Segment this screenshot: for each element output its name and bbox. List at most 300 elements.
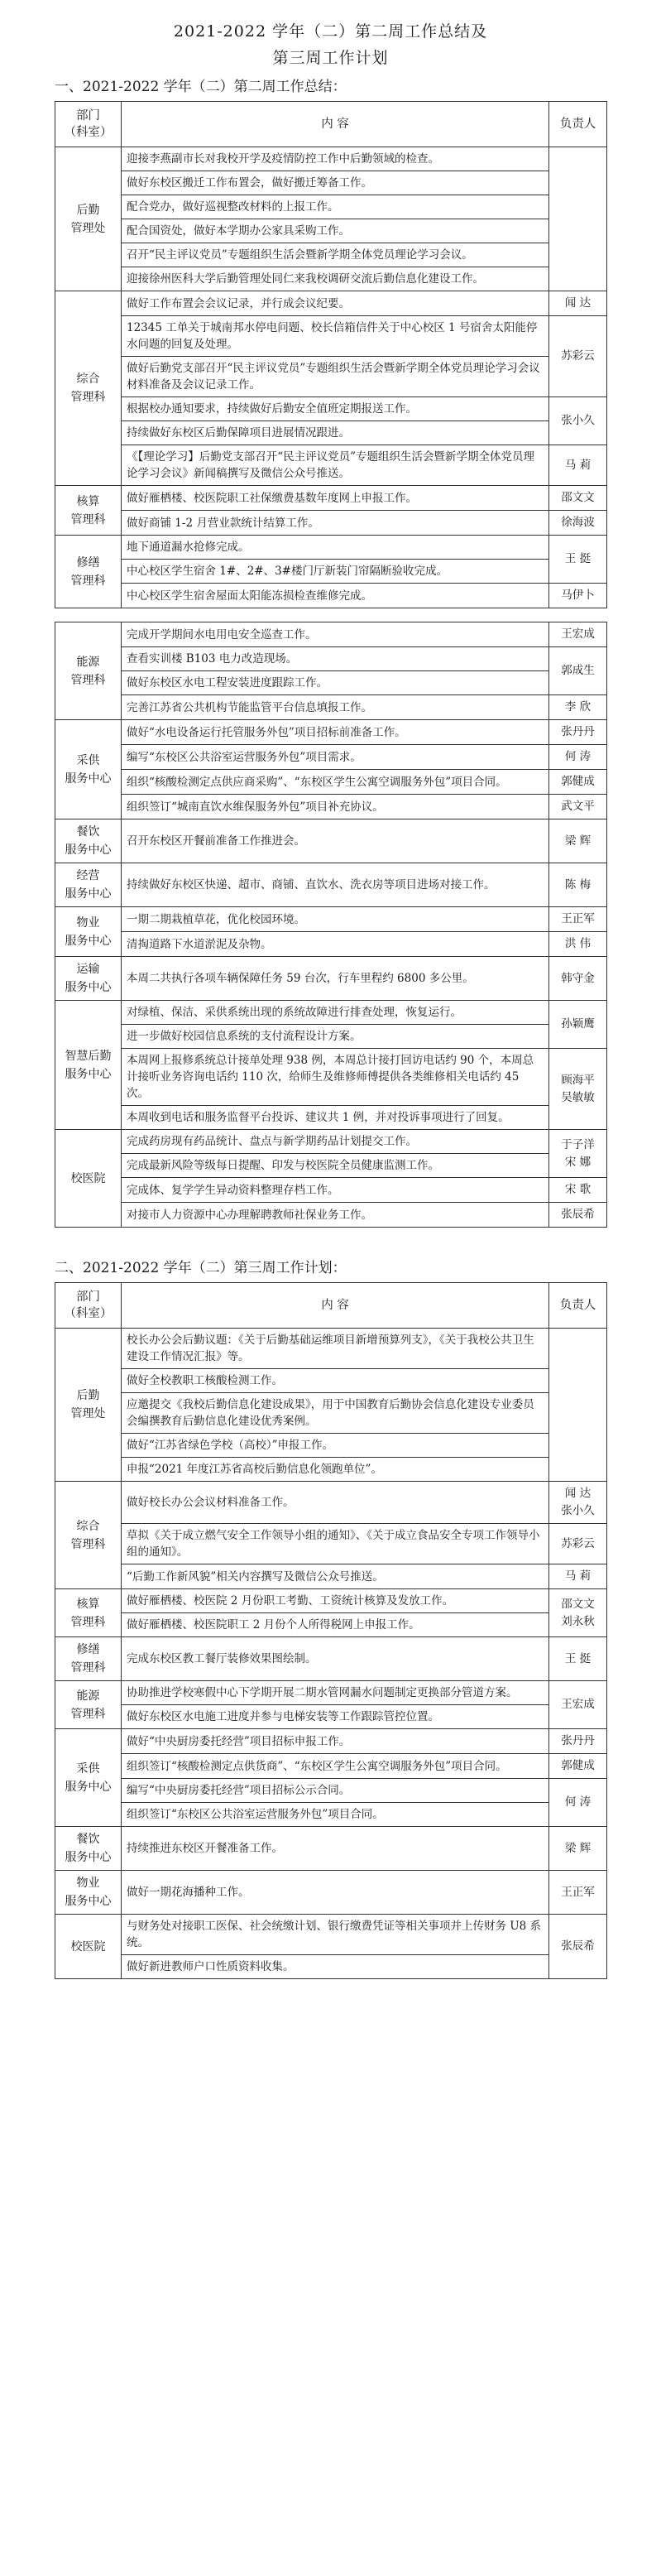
work-item-text: 组织签订“城南直饮水维保服务外包”项目补充协议。 <box>127 800 384 814</box>
dept-cell <box>55 1871 122 1915</box>
dept-cell <box>55 720 122 819</box>
work-item-text: 配合国资处，做好本学期办公家具采购工作。 <box>127 224 350 238</box>
table-row <box>55 770 607 795</box>
table-row <box>55 584 607 608</box>
content-cell <box>122 770 549 795</box>
dept-cell <box>55 1329 122 1482</box>
title-line-1: 2021-2022 学年（二）第二周工作总结及 <box>173 22 488 41</box>
content-cell <box>122 243 549 267</box>
owner-name: 梁 辉 <box>564 834 592 848</box>
table-row <box>55 1827 607 1871</box>
work-item-text: 配合党办，做好巡视整改材料的上报工作。 <box>127 200 339 214</box>
owner-cell <box>549 1589 607 1637</box>
table-row <box>55 1779 607 1803</box>
content-cell <box>122 511 549 536</box>
work-item-text: 做好雁栖楼、校医院职工社保缴费基数年度网上申报工作。 <box>127 491 417 505</box>
owner-cell <box>549 932 607 957</box>
content-cell <box>122 1130 549 1154</box>
owner-cell <box>549 397 607 445</box>
owner-name: 于子洋 宋 娜 <box>561 1137 595 1169</box>
content-cell <box>122 1434 549 1458</box>
table-row <box>55 1178 607 1203</box>
header-content <box>122 1283 549 1329</box>
owner-cell <box>549 1130 607 1178</box>
content-cell <box>122 1564 549 1589</box>
work-item-text: 对接市人力资源中心办理解聘教师社保业务工作。 <box>127 1208 372 1222</box>
table-row <box>55 1025 607 1049</box>
content-cell <box>122 1613 549 1637</box>
owner-cell <box>549 486 607 511</box>
work-item-text: 做好“江苏省绿色学校（高校）”申报工作。 <box>127 1439 334 1452</box>
table-row <box>55 219 607 243</box>
owner-cell <box>549 147 607 291</box>
content-cell <box>122 1729 549 1754</box>
table-row <box>55 267 607 291</box>
work-item-text: 12345 工单关于城南邦水停电问题、校长信箱信件关于中心校区 1 号宿舍太阳能停水问题的回复及处理。 <box>127 321 538 351</box>
work-item-text: 做好雁栖楼、校医院 2 月份职工考勤、工资统计核算及发放工作。 <box>127 1594 454 1608</box>
table-row <box>55 171 607 195</box>
dept-cell <box>55 147 122 291</box>
table-row <box>55 316 607 357</box>
table-row <box>55 932 607 957</box>
content-cell <box>122 421 549 445</box>
table-row <box>55 1458 607 1482</box>
work-item-text: 本周收到电话和服务监督平台投诉、建议共 1 例，并对投诉事项进行了回复。 <box>127 1111 510 1124</box>
content-cell <box>122 1178 549 1203</box>
table-row <box>55 511 607 536</box>
table-row <box>55 486 607 511</box>
work-item-text: 完成最新风险等级每日提醒、印发与校医院全员健康监测工作。 <box>127 1159 439 1172</box>
table-row <box>55 720 607 745</box>
work-item-text: 根据校办通知要求，持续做好后勤安全值班定期报送工作。 <box>127 402 417 416</box>
owner-name: 李 欣 <box>564 700 592 714</box>
owner-cell <box>549 1001 607 1049</box>
work-item-text: 做好“中央厨房委托经营”项目招标申报工作。 <box>127 1734 351 1748</box>
dept-cell <box>55 1915 122 1979</box>
owner-cell <box>549 695 607 720</box>
content-cell <box>122 1049 549 1106</box>
owner-cell <box>549 863 607 907</box>
owner-name: 邵文文 刘永秋 <box>561 1597 595 1628</box>
owner-name: 顾海平 吴敏敏 <box>561 1073 595 1104</box>
content-cell <box>122 1001 549 1025</box>
work-item-text: 《【理论学习】后勤党支部召开“民主评议党员”专题组织生活会暨新学期全体党员理论学习会议》新闻稿撰写及微信公众号推送。 <box>127 450 535 480</box>
owner-cell <box>549 1827 607 1871</box>
content-cell <box>122 1329 549 1369</box>
owner-name: 何 涛 <box>564 750 592 763</box>
work-item-text: 做好新进教师户口性质资料收集。 <box>127 1960 295 1973</box>
table-row <box>55 863 607 907</box>
work-item-text: 应邀提交《我校后勤信息化建设成果》，用于中国教育后勤协会信息化建设专业委员会编撰教育后勤信息化建设优秀案例。 <box>127 1398 534 1428</box>
content-cell <box>122 1393 549 1434</box>
content-cell <box>122 316 549 357</box>
dept-cell <box>55 1001 122 1130</box>
table-gap-row <box>55 608 607 622</box>
table-row <box>55 1589 607 1613</box>
work-item-text: “后勤工作新风貌”相关内容撰写及微信公众号推送。 <box>127 1569 384 1584</box>
work-item-text: 对绿植、保洁、采供系统出现的系统故障进行排查处理，恢复运行。 <box>127 1006 462 1019</box>
table-row <box>55 397 607 421</box>
owner-name: 徐海波 <box>561 516 595 529</box>
header-dept <box>55 102 122 147</box>
header-owner-label: 负责人 <box>559 118 596 131</box>
content-cell <box>122 1871 549 1915</box>
table-row <box>55 1154 607 1178</box>
table-row <box>55 445 607 486</box>
dept-cell <box>55 1130 122 1228</box>
work-item-text: 做好商铺 1-2 月营业款统计结算工作。 <box>127 516 319 530</box>
owner-name: 韩守金 <box>561 971 595 985</box>
header-content-label: 内 容 <box>321 118 349 131</box>
header-owner-label: 负责人 <box>559 1299 596 1312</box>
work-item-text: 一期二期栽植草花，优化校园环境。 <box>127 912 305 926</box>
work-item-text: 完善江苏省公共机构节能监管平台信息填报工作。 <box>127 700 372 714</box>
table-row <box>55 1871 607 1915</box>
content-cell <box>122 1106 549 1130</box>
work-item-text: 组织签订“核酸检测定点供货商”、“东校区学生公寓空调服务外包”项目合同。 <box>127 1759 507 1773</box>
owner-name: 王正军 <box>561 1885 595 1899</box>
dept-cell <box>55 1729 122 1827</box>
table-row <box>55 1955 607 1979</box>
section-1-title: 一、2021-2022 学年（二）第二周工作总结： <box>55 79 347 95</box>
content-cell <box>122 907 549 932</box>
content-cell <box>122 795 549 819</box>
work-item-text: 完成药房现有药品统计、盘点与新学期药品计划提交工作。 <box>127 1135 417 1148</box>
owner-cell <box>549 536 607 584</box>
dept-cell <box>55 622 122 720</box>
header-dept-label: 部门 （科室） <box>64 109 113 139</box>
table-row <box>55 1524 607 1564</box>
dept-label: 后勤 管理处 <box>70 203 106 235</box>
owner-name: 洪 伟 <box>564 937 592 950</box>
owner-cell <box>549 1754 607 1779</box>
owner-cell <box>549 622 607 647</box>
owner-name: 王正军 <box>561 912 595 925</box>
dept-label: 物业 服务中心 <box>65 916 112 948</box>
title-line-2: 第三周工作计划 <box>272 49 389 67</box>
dept-label: 智慧后勤 服务中心 <box>65 1049 112 1081</box>
table-row <box>55 243 607 267</box>
work-item-text: 做好校长办公会议材料准备工作。 <box>127 1496 295 1509</box>
owner-name: 张丹丹 <box>561 1734 595 1747</box>
work-item-text: 完成体、复学学生异动资料整理存档工作。 <box>127 1183 339 1197</box>
work-item-text: 组织签订“东校区公共浴室运营服务外包”项目合同。 <box>127 1808 384 1821</box>
owner-cell <box>549 1203 607 1228</box>
table-header-row <box>55 1283 607 1329</box>
owner-name: 郭健成 <box>561 1759 595 1772</box>
table-row <box>55 1393 607 1434</box>
content-cell <box>122 1524 549 1564</box>
content-cell <box>122 1458 549 1482</box>
table-row <box>55 1637 607 1681</box>
content-cell <box>122 819 549 863</box>
content-cell <box>122 1025 549 1049</box>
owner-cell <box>549 795 607 819</box>
owner-name: 王宏成 <box>561 627 595 641</box>
table-row <box>55 745 607 770</box>
owner-cell <box>549 1524 607 1564</box>
gap-cell <box>55 608 607 622</box>
plan-body <box>55 1329 607 1979</box>
content-cell <box>122 1681 549 1705</box>
content-cell <box>122 957 549 1001</box>
work-item-text: 本周网上报修系统总计接单处理 938 例，本周总计接打回访电话约 90 个，本周总计接听业务咨询电话约 110 次，给师生及维修师傅提供各类维修相关电话约 45 次。 <box>127 1054 534 1100</box>
dept-label: 核算 管理科 <box>70 494 106 526</box>
header-dept-label: 部门 （科室） <box>64 1290 113 1320</box>
content-cell <box>122 1203 549 1228</box>
table-row <box>55 1369 607 1393</box>
summary-table <box>55 101 607 1228</box>
content-cell <box>122 1779 549 1803</box>
content-cell <box>122 536 549 560</box>
dept-label: 采供 服务中心 <box>65 753 112 786</box>
work-item-text: 进一步做好校园信息系统的支付流程设计方案。 <box>127 1030 362 1043</box>
table-row <box>55 622 607 647</box>
dept-cell <box>55 957 122 1001</box>
content-cell <box>122 1955 549 1979</box>
dept-cell <box>55 907 122 957</box>
owner-name: 王宏成 <box>561 1698 595 1711</box>
owner-name: 王 挺 <box>564 1651 592 1665</box>
table-row <box>55 1049 607 1106</box>
content-cell <box>122 1482 549 1524</box>
work-item-text: 完成开学期间水电用电安全巡查工作。 <box>127 627 317 642</box>
plan-table-wrap <box>55 1282 606 1979</box>
owner-name: 郭成生 <box>561 664 595 677</box>
owner-name: 何 涛 <box>564 1795 592 1809</box>
owner-cell <box>549 1564 607 1589</box>
content-cell <box>122 1827 549 1871</box>
dept-label: 运输 服务中心 <box>65 963 112 994</box>
dept-label: 经营 服务中心 <box>65 869 112 901</box>
owner-cell <box>549 584 607 608</box>
owner-name: 闻 达 张小久 <box>561 1487 595 1517</box>
work-item-text: 与财务处对接职工医保、社会统缴计划、银行缴费凭证等相关事项并上传财务 U8 系统。 <box>127 1920 542 1949</box>
work-item-text: 持续做好东校区快递、超市、商铺、直饮水、洗衣房等项目进场对接工作。 <box>127 878 496 892</box>
table-row <box>55 671 607 695</box>
dept-label: 综合 管理科 <box>70 1519 106 1551</box>
dept-cell <box>55 819 122 863</box>
content-cell <box>122 1589 549 1613</box>
content-cell <box>122 486 549 511</box>
table-header-row <box>55 102 607 147</box>
content-cell <box>122 584 549 608</box>
dept-label: 采供 服务中心 <box>65 1761 112 1794</box>
owner-cell <box>549 957 607 1001</box>
work-item-text: 协助推进学校寒假中心下学期开展二期水管网漏水问题制定更换部分管道方案。 <box>127 1686 518 1699</box>
owner-cell <box>549 720 607 745</box>
owner-name: 张辰希 <box>561 1208 595 1221</box>
owner-name: 宋 歌 <box>564 1183 592 1196</box>
owner-cell <box>549 1681 607 1729</box>
work-item-text: 本周二共执行各项车辆保障任务 59 台次，行车里程约 6800 多公里。 <box>127 972 474 985</box>
dept-cell <box>55 1637 122 1681</box>
header-content <box>122 102 549 147</box>
table-row <box>55 957 607 1001</box>
header-owner <box>549 102 607 147</box>
work-item-text: 做好东校区水电施工进度并参与电梯安装等工作跟踪管控位置。 <box>127 1710 439 1723</box>
table-row <box>55 147 607 171</box>
work-item-text: 持续做好东校区后勤保障项目进展情况跟进。 <box>127 426 350 440</box>
content-cell <box>122 1154 549 1178</box>
owner-cell <box>549 316 607 397</box>
content-cell <box>122 671 549 695</box>
content-cell <box>122 745 549 770</box>
work-item-text: 草拟《关于成立燃气安全工作领导小组的通知》、《关于成立食品安全专项工作领导小组的通知》。 <box>127 1529 540 1559</box>
content-cell <box>122 1803 549 1827</box>
work-item-text: 编写“中央厨房委托经营”项目招标公示合同。 <box>127 1784 351 1797</box>
dept-label: 餐饮 服务中心 <box>65 1833 112 1864</box>
owner-cell <box>549 745 607 770</box>
table-row <box>55 357 607 397</box>
owner-name: 王 挺 <box>564 552 592 565</box>
section-2-title: 二、2021-2022 学年（二）第三周工作计划： <box>55 1260 347 1276</box>
owner-cell <box>549 511 607 536</box>
owner-name: 马 莉 <box>564 1569 592 1583</box>
owner-cell <box>549 1779 607 1827</box>
owner-name: 马 莉 <box>564 458 592 472</box>
dept-label: 餐饮 服务中心 <box>65 825 112 857</box>
work-item-text: 编写“东校区公共浴室运营服务外包”项目需求。 <box>127 750 362 764</box>
header-dept <box>55 1283 122 1329</box>
content-cell <box>122 560 549 584</box>
table-row <box>55 1106 607 1130</box>
table-row <box>55 1564 607 1589</box>
dept-cell <box>55 536 122 608</box>
owner-cell <box>549 1871 607 1915</box>
owner-cell <box>549 1637 607 1681</box>
work-item-text: 中心校区学生宿舍 1#、2#、3#楼门厅新装门帘隔断验收完成。 <box>127 565 448 578</box>
owner-name: 张辰希 <box>561 1939 595 1953</box>
dept-cell <box>55 1589 122 1637</box>
work-item-text: 清掏道路下水道淤泥及杂物。 <box>127 937 272 951</box>
content-cell <box>122 397 549 421</box>
work-item-text: 完成东校区教工餐厅装修效果图绘制。 <box>127 1652 317 1665</box>
dept-label: 修缮 管理科 <box>70 555 106 588</box>
owner-cell <box>549 291 607 316</box>
dept-label: 能源 管理科 <box>70 655 106 687</box>
table-row <box>55 647 607 671</box>
dept-label: 能源 管理科 <box>70 1689 106 1721</box>
owner-cell <box>549 1915 607 1979</box>
content-cell <box>122 1915 549 1955</box>
owner-cell <box>549 1178 607 1203</box>
table-row <box>55 536 607 560</box>
content-cell <box>122 863 549 907</box>
table-row <box>55 1754 607 1779</box>
content-cell <box>122 267 549 291</box>
table-row <box>55 560 607 584</box>
content-cell <box>122 1637 549 1681</box>
table-row <box>55 1434 607 1458</box>
table-row <box>55 1130 607 1154</box>
dept-label: 后勤 管理处 <box>70 1389 106 1420</box>
content-cell <box>122 932 549 957</box>
content-cell <box>122 219 549 243</box>
work-item-text: 查看实训楼 B103 电力改造现场。 <box>127 652 298 666</box>
content-cell <box>122 720 549 745</box>
table-row <box>55 1705 607 1729</box>
content-cell <box>122 1705 549 1729</box>
dept-label: 核算 管理科 <box>70 1597 106 1629</box>
owner-name: 苏彩云 <box>561 349 595 363</box>
table-row <box>55 1613 607 1637</box>
work-item-text: 中心校区学生宿舍屋面太阳能冻损检查维修完成。 <box>127 589 372 603</box>
owner-cell <box>549 1329 607 1482</box>
dept-cell <box>55 1827 122 1871</box>
work-item-text: 申报“2021 年度江苏省高校后勤信息化领跑单位”。 <box>127 1463 382 1476</box>
table-row <box>55 1681 607 1705</box>
content-cell <box>122 622 549 647</box>
table-row <box>55 1803 607 1827</box>
header-owner <box>549 1283 607 1329</box>
owner-name: 马伊卜 <box>561 589 595 602</box>
table-row <box>55 819 607 863</box>
content-cell <box>122 147 549 171</box>
owner-name: 张小久 <box>561 414 595 427</box>
content-cell <box>122 695 549 720</box>
dept-label: 校医院 <box>70 1939 106 1954</box>
work-item-text: 组织“核酸检测定点供应商采购”、“东校区学生公寓空调服务外包”项目合同。 <box>127 775 507 789</box>
plan-table <box>55 1282 607 1979</box>
work-item-text: 做好一期花海播种工作。 <box>127 1886 250 1899</box>
owner-name: 闻 达 <box>564 296 592 310</box>
document-title <box>55 18 606 71</box>
table-row <box>55 421 607 445</box>
work-item-text: 做好东校区搬迁工作布置会，做好搬迁筹备工作。 <box>127 176 372 190</box>
dept-cell <box>55 863 122 907</box>
owner-cell <box>549 1729 607 1754</box>
work-item-text: 迎接李燕副市长对我校开学及疫情防控工作中后勤领域的检查。 <box>127 152 439 166</box>
dept-label: 物业 服务中心 <box>65 1877 112 1908</box>
work-item-text: 做好“水电设备运行托管服务外包”项目招标前准备工作。 <box>127 725 406 739</box>
header-content-label: 内 容 <box>321 1299 349 1312</box>
owner-cell <box>549 770 607 795</box>
summary-table-wrap <box>55 101 606 1228</box>
owner-name: 梁 辉 <box>564 1841 592 1855</box>
owner-name: 武文平 <box>561 800 595 813</box>
table-row <box>55 1482 607 1524</box>
owner-name: 陈 梅 <box>564 877 592 892</box>
owner-cell <box>549 907 607 932</box>
content-cell <box>122 1754 549 1779</box>
dept-cell <box>55 291 122 486</box>
content-cell <box>122 445 549 486</box>
owner-name: 郭健成 <box>561 775 595 788</box>
table-row <box>55 695 607 720</box>
content-cell <box>122 171 549 195</box>
work-item-text: 召开“民主评议党员”专题组织生活会暨新学期全体党员理论学习会议。 <box>127 248 473 262</box>
table-row <box>55 1329 607 1369</box>
owner-cell <box>549 1049 607 1130</box>
work-item-text: 迎接徐州医科大学后勤管理处同仁来我校调研交流后勤信息化建设工作。 <box>127 272 484 286</box>
work-item-text: 做好全校教职工核酸检测工作。 <box>127 1374 283 1387</box>
owner-name: 苏彩云 <box>561 1536 595 1550</box>
content-cell <box>122 357 549 397</box>
dept-cell <box>55 1482 122 1589</box>
content-cell <box>122 291 549 316</box>
table-row <box>55 291 607 316</box>
owner-cell <box>549 445 607 486</box>
owner-name: 孙颖鹰 <box>561 1017 595 1031</box>
table-row <box>55 195 607 219</box>
work-item-text: 召开东校区开餐前准备工作推进会。 <box>127 834 305 848</box>
work-item-text: 做好后勤党支部召开“民主评议党员”专题组织生活会暨新学期全体党员理论学习会议材料准备及会议记录工作。 <box>127 362 540 392</box>
table-row <box>55 1203 607 1228</box>
work-item-text: 做好雁栖楼、校医院职工 2 月份个人所得税网上申报工作。 <box>127 1618 420 1632</box>
dept-label: 校医院 <box>70 1171 106 1185</box>
content-cell <box>122 195 549 219</box>
